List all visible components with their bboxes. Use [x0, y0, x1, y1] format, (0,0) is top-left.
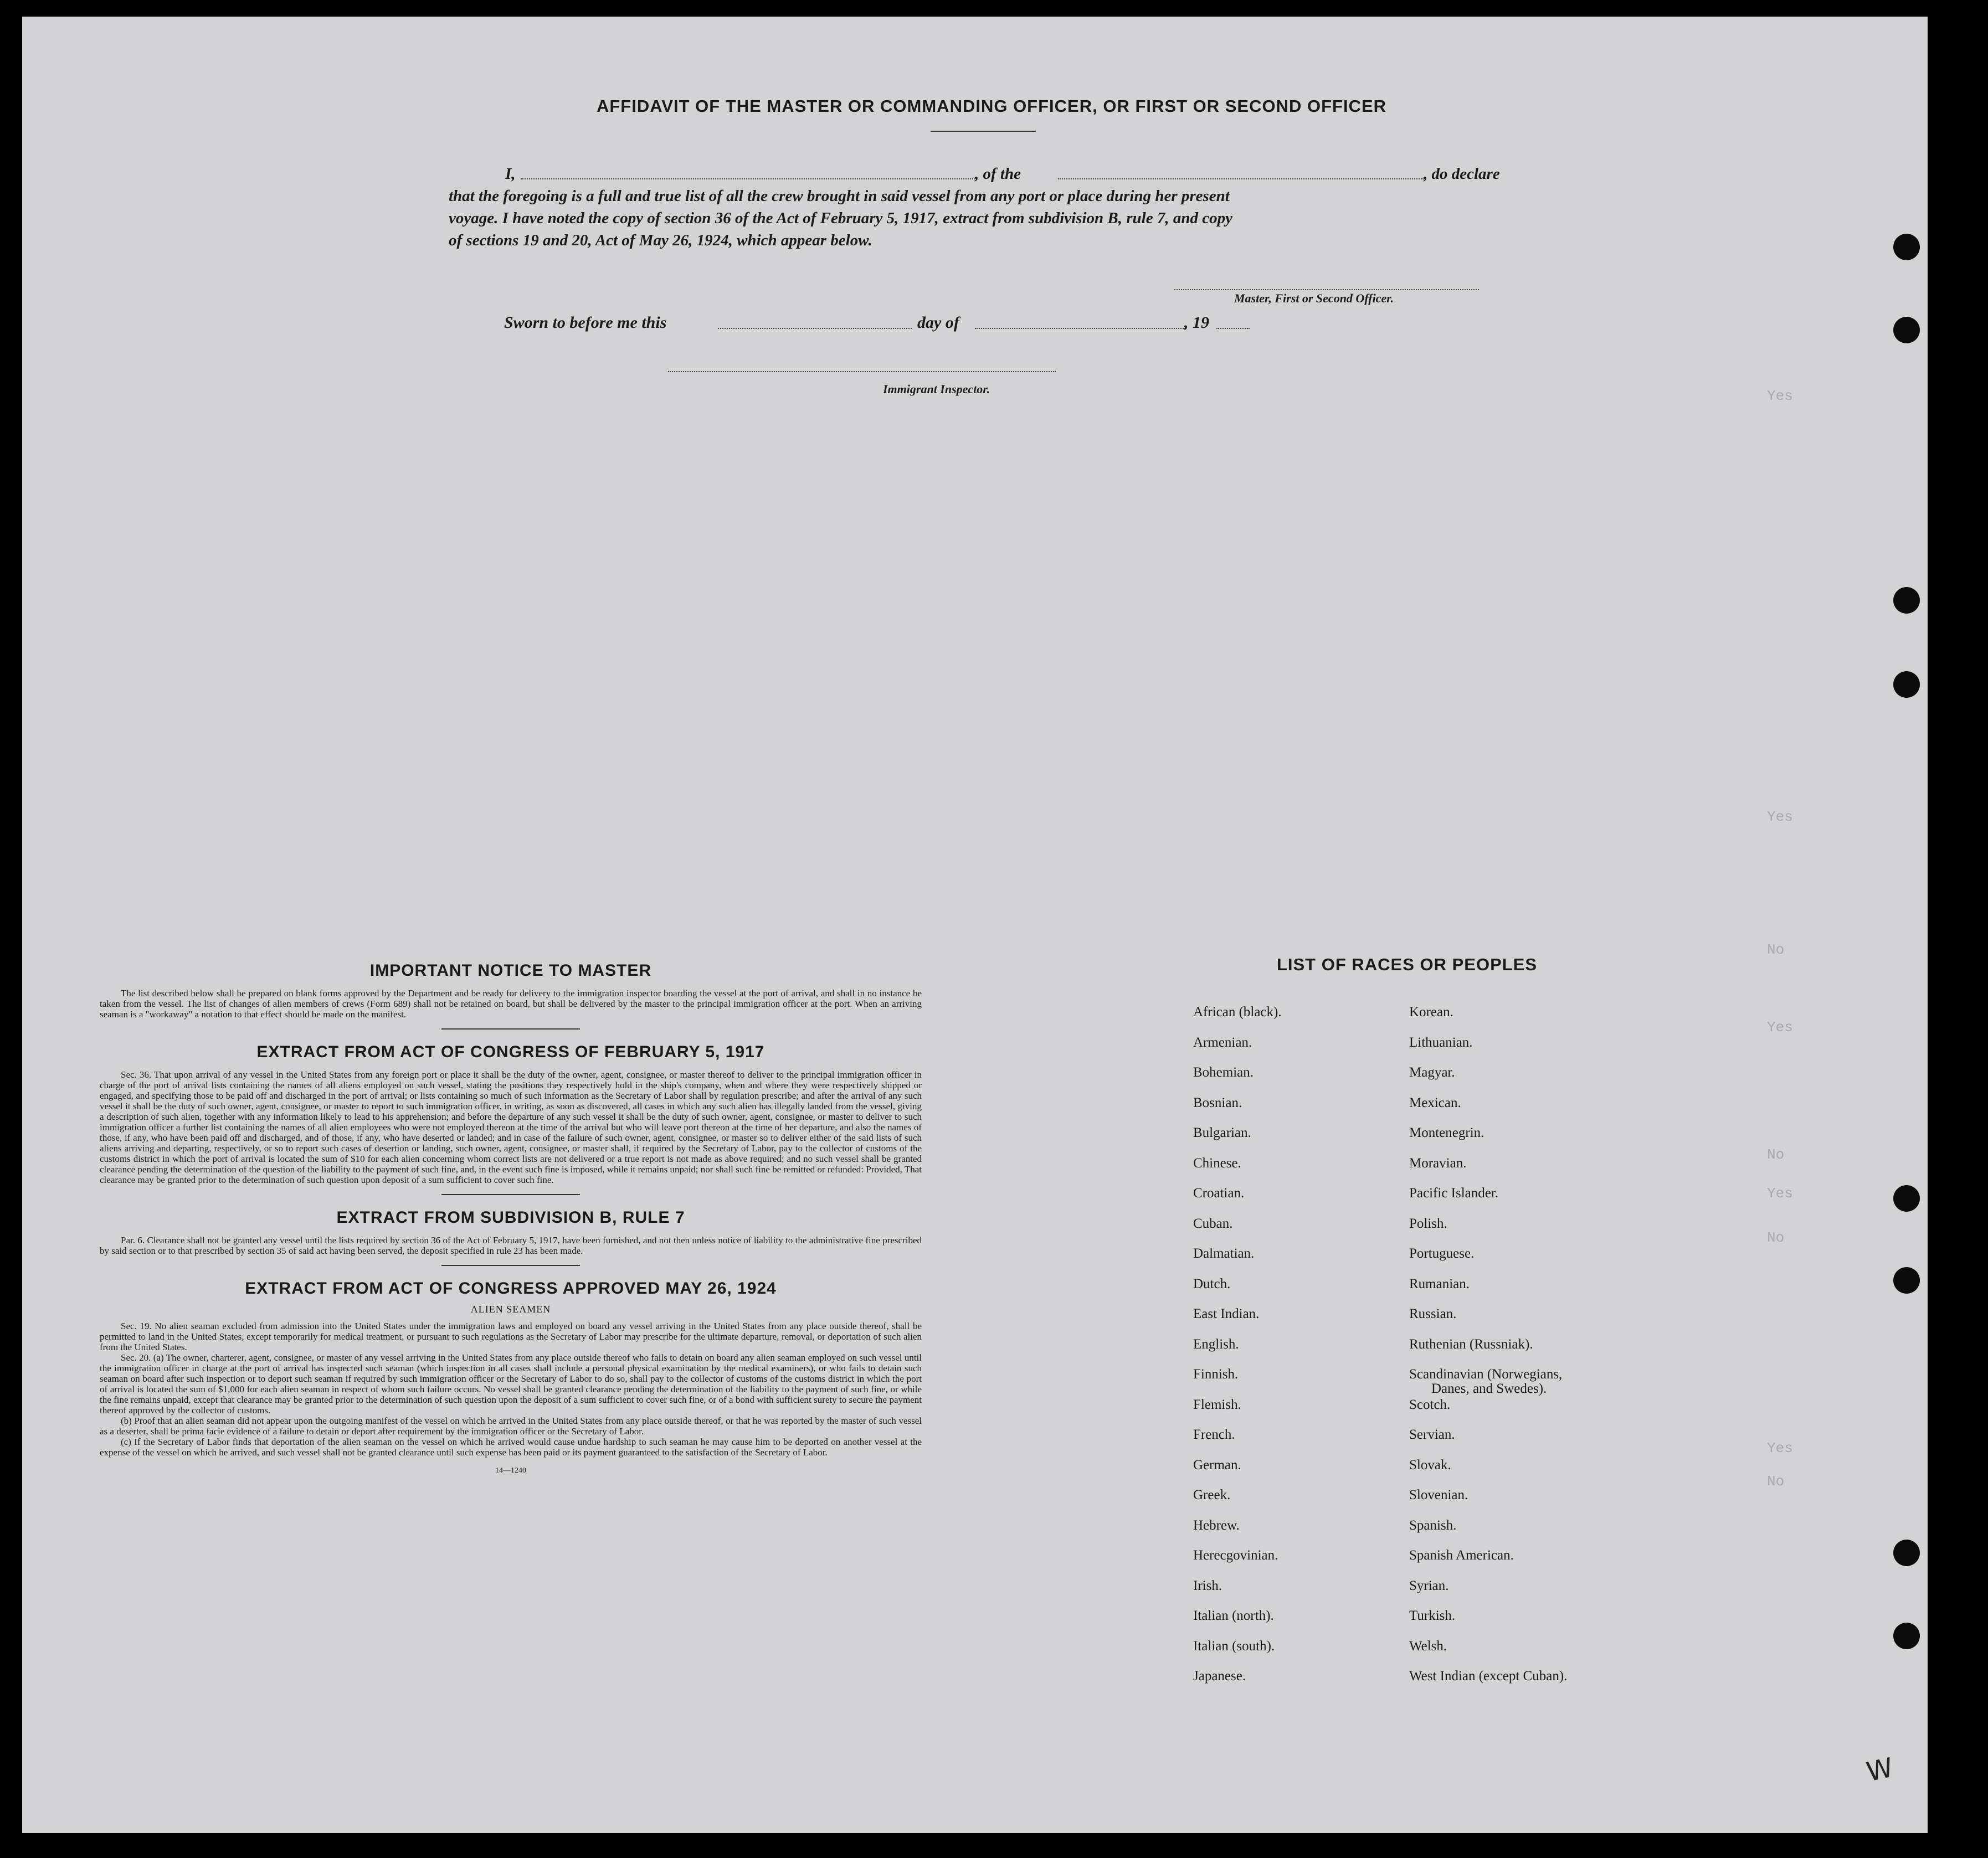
binder-hole — [1893, 671, 1920, 698]
race-item-continued: Danes, and Swedes). — [1431, 1381, 1547, 1396]
race-item: English. — [1193, 1337, 1239, 1352]
sworn-year: , 19 — [1184, 313, 1209, 332]
race-item: Lithuanian. — [1409, 1035, 1473, 1050]
race-item: Flemish. — [1193, 1397, 1241, 1412]
race-item: Scotch. — [1409, 1397, 1451, 1412]
race-item: Moravian. — [1409, 1156, 1467, 1171]
bleed-through-text: Yes — [1767, 809, 1793, 825]
race-item: Finnish. — [1193, 1367, 1239, 1382]
binder-hole — [1893, 587, 1920, 614]
race-item: German. — [1193, 1458, 1241, 1473]
race-item: Bosnian. — [1193, 1095, 1242, 1110]
race-item: Scandinavian (Norwegians, — [1409, 1367, 1563, 1382]
binder-hole — [1893, 1623, 1920, 1649]
extract-rule7-text: Par. 6. Clearance shall not be granted any vessel until the lists required by section 36 of the Act of February 5, 1917, have been furnished, and not then unless notice of liability to the administrative fine prescribed by said section or to that prescribed by section 35 of said act having been served, the deposit specified in rule 23 has been made. — [100, 1235, 922, 1256]
race-item: Italian (south). — [1193, 1639, 1275, 1654]
binder-hole — [1893, 1540, 1920, 1566]
extract-1917-text: Sec. 36. That upon arrival of any vessel in the United States from any foreign port or place it shall be the duty of the owner, agent, consignee, or master thereof to deliver to the principal immigration officer in charge of the port of arrival lists containing the names of all aliens employed on such vessel, stating the positions they respectively hold in the ship's company, when and where they were respectively shipped or engaged, and specifying those to be paid off and discharged in the port of arrival; or lists containing so much of such information as the Secretary of Labor shall by regulation prescribe; and after the arrival of any such vessel it shall be the duty of such owner, agent, consignee, or master to report to such immigration officer, in writing, as soon as discovered, all cases in which any such alien has illegally landed from the vessel, giving a description of such alien, together with any information likely to lead to his apprehension; and before the departure of any such vessel it shall be the duty of such owner, agent, consignee, or master to deliver to such immigration officer a further list containing the names of all alien employees who were not employed thereon at the time of the arrival but who will leave port thereon at the time of her departure, and also the names of those, if any, who have been paid off and discharged, and of those, if any, who have deserted or landed; and in case of the failure of such owner, agent, consignee, or master so to deliver either of the said lists of such aliens arriving and departing, respectively, or so to report such cases of desertion or landing, such owner, agent, consignee, or master shall, if required by the Secretary of Labor, pay to the collector of customs of the customs district in which the port of arrival is located the sum of $10 for each alien concerning whom correct lists are not delivered or a true report is not made as above required; and no such vessel shall be granted clearance pending the determination of the question of the liability to the payment of such fine, and, in the event such fine is imposed, while it remains unpaid; nor shall such fine be remitted or refunded: Provided, That clearance may be granted prior to the determination of such question upon deposit of a sum sufficient to cover such fine. — [100, 1069, 922, 1185]
document-page — [22, 17, 1928, 1833]
race-item: Korean. — [1409, 1005, 1453, 1020]
section-divider — [441, 1194, 580, 1195]
extract-1924-subtitle: ALIEN SEAMEN — [470, 1304, 551, 1315]
title-rule — [931, 131, 1036, 132]
binder-hole — [1893, 317, 1920, 343]
vessel-blank — [1058, 178, 1424, 179]
race-item: Mexican. — [1409, 1095, 1461, 1110]
race-item: Pacific Islander. — [1409, 1186, 1499, 1201]
bleed-through-text: Yes — [1767, 1019, 1793, 1036]
section-20c-text: (c) If the Secretary of Labor finds that deportation of the alien seaman on the vessel on which he arrived would cause undue hardship to such seaman he may cause him to be deported on another vessel at the expense of the vessel on which he arrived, and such vessel shall not be granted clearance until such expense has been paid or its payment guaranteed to the satisfaction of the Secretary of Labor. — [100, 1437, 922, 1458]
extract-rule7-title: EXTRACT FROM SUBDIVISION B, RULE 7 — [336, 1208, 685, 1227]
binder-hole — [1893, 1185, 1920, 1212]
sworn-day-blank — [718, 328, 912, 329]
binder-hole — [1893, 234, 1920, 260]
race-item: Servian. — [1409, 1427, 1455, 1442]
sworn-day-of: day of — [917, 313, 959, 332]
sworn-prefix: Sworn to before me this — [504, 313, 667, 332]
inspector-line — [668, 371, 1056, 372]
race-item: French. — [1193, 1427, 1235, 1442]
form-number: 14—1240 — [495, 1466, 526, 1475]
bleed-through-text: No — [1767, 1473, 1785, 1490]
race-item: Turkish. — [1409, 1608, 1456, 1623]
section-19-text: Sec. 19. No alien seaman excluded from admission into the United States under the immigration laws and employed on board any vessel arriving in the United States from any place outside thereof, shall be permitted to land in the United States, except temporarily for medical treatment, or pursuant to such regulations as the Secretary of Labor may prescribe for the ultimate departure, removal, or deportation of such alien from the United States. — [100, 1321, 922, 1352]
race-item: West Indian (except Cuban). — [1409, 1669, 1568, 1684]
race-item: Spanish. — [1409, 1518, 1457, 1533]
race-item: Syrian. — [1409, 1578, 1449, 1593]
race-item: Slovak. — [1409, 1458, 1451, 1473]
extract-1924-title: EXTRACT FROM ACT OF CONGRESS APPROVED MAY 26, 1924 — [245, 1279, 777, 1298]
race-item: Chinese. — [1193, 1156, 1241, 1171]
section-divider — [441, 1028, 580, 1030]
race-item: Rumanian. — [1409, 1277, 1470, 1291]
left-column — [100, 961, 922, 1475]
race-item: East Indian. — [1193, 1306, 1260, 1321]
race-item: Bulgarian. — [1193, 1125, 1251, 1140]
race-item: Japanese. — [1193, 1669, 1246, 1684]
race-item: Ruthenian (Russniak). — [1409, 1337, 1533, 1352]
race-item: Portuguese. — [1409, 1246, 1475, 1261]
race-item: Irish. — [1193, 1578, 1222, 1593]
notice-title: IMPORTANT NOTICE TO MASTER — [369, 961, 652, 980]
name-blank — [521, 178, 975, 179]
bleed-through-text: Yes — [1767, 1185, 1793, 1202]
races-title: LIST OF RACES OR PEOPLES — [1276, 955, 1538, 974]
affidavit-line-4: of sections 19 and 20, Act of May 26, 1924, which appear below. — [449, 231, 872, 249]
declare-do: , do declare — [1424, 165, 1500, 183]
race-item: Magyar. — [1409, 1065, 1455, 1080]
race-item: Dutch. — [1193, 1277, 1231, 1291]
bleed-through-text: No — [1767, 1146, 1785, 1163]
sworn-month-blank — [975, 328, 1185, 329]
race-item: Herecgovinian. — [1193, 1548, 1278, 1563]
race-item: Welsh. — [1409, 1639, 1447, 1654]
section-divider — [441, 1265, 580, 1266]
binder-hole — [1893, 1267, 1920, 1294]
affidavit-line-2: that the foregoing is a full and true list of all the crew brought in said vessel from any port or place during her present — [449, 187, 1230, 205]
race-item: Croatian. — [1193, 1186, 1245, 1201]
race-item: Bohemian. — [1193, 1065, 1254, 1080]
declare-i: I, — [505, 165, 516, 183]
signature-line — [1174, 289, 1479, 290]
race-item: Polish. — [1409, 1216, 1447, 1231]
bleed-through-text: No — [1767, 941, 1785, 958]
section-20b-text: (b) Proof that an alien seaman did not appear upon the outgoing manifest of the vessel on which he arrived in the United States from any place outside thereof, or that he was reported by the master of such vessel as a deserter, shall be prima facie evidence of a failure to detain or deport after requirement by the immigration officer or the Secretary of Labor. — [100, 1416, 922, 1437]
race-item: Cuban. — [1193, 1216, 1233, 1231]
bleed-through-text: Yes — [1767, 1440, 1793, 1456]
race-item: Greek. — [1193, 1488, 1231, 1502]
notice-text: The list described below shall be prepared on blank forms approved by the Department and be ready for delivery to the immigration inspector boarding the vessel at the port of arrival, and shall in no instance be taken from the vessel. The list of changes of alien members of crews (Form 689) shall not be retained on board, but shall be delivered by the master to the principal immigration officer at the port. When an arriving seaman is a "workaway" a notation to that effect should be made on the manifest. — [100, 988, 922, 1020]
inspector-caption: Immigrant Inspector. — [883, 382, 990, 396]
race-item: Italian (north). — [1193, 1608, 1274, 1623]
race-item: Russian. — [1409, 1306, 1457, 1321]
race-item: Montenegrin. — [1409, 1125, 1484, 1140]
declare-of-the: , of the — [975, 165, 1021, 183]
race-item: Spanish American. — [1409, 1548, 1514, 1563]
bleed-through-text: Yes — [1767, 388, 1793, 404]
affidavit-title: AFFIDAVIT OF THE MASTER OR COMMANDING OFFICER, OR FIRST OR SECOND OFFICER — [596, 96, 1387, 116]
affidavit-line-3: voyage. I have noted the copy of section 36 of the Act of February 5, 1917, extract from subdivision B, rule 7, and copy — [449, 209, 1232, 227]
extract-1917-title: EXTRACT FROM ACT OF CONGRESS OF FEBRUARY 5, 1917 — [256, 1043, 765, 1061]
sworn-year-blank — [1216, 328, 1250, 329]
race-item: Armenian. — [1193, 1035, 1252, 1050]
race-item: Slovenian. — [1409, 1488, 1468, 1502]
race-item: Hebrew. — [1193, 1518, 1240, 1533]
race-item: African (black). — [1193, 1005, 1282, 1020]
margin-mark: W — [1863, 1752, 1896, 1788]
section-20a-text: Sec. 20. (a) The owner, charterer, agent, consignee, or master of any vessel arriving in the United States from any place outside thereof who fails to detain on board any alien seaman employed on such vessel until the immigration officer in charge at the port of arrival has inspected such seaman (which inspection in all cases shall include a personal physical examination by the medical examiners), or who fails to detain such seaman on board after such inspection or to deport such seaman if required by such immigration officer or the Secretary of Labor to do so, shall pay to the collector of customs of the customs district in which the port of arrival is located the sum of $1,000 for each alien seaman in respect of whom such failure occurs. No vessel shall be granted clearance pending the determination of the liability to the payment of such fine, or while the fine remains unpaid, except that clearance may be granted prior to the determination of such question upon the deposit of a sum sufficient to cover such fine, or of a bond with sufficient surety to secure the payment thereof approved by the collector of customs. — [100, 1352, 922, 1416]
bleed-through-text: No — [1767, 1229, 1785, 1246]
race-item: Dalmatian. — [1193, 1246, 1255, 1261]
signature-caption: Master, First or Second Officer. — [1234, 291, 1394, 305]
